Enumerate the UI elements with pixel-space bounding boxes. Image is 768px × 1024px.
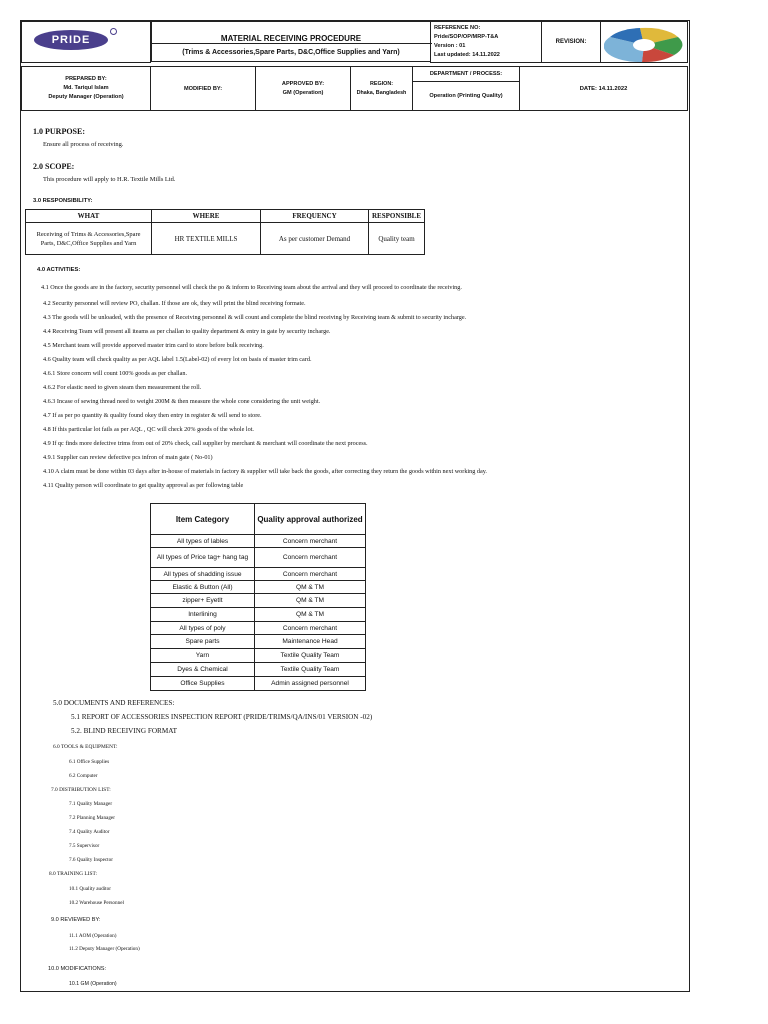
table-row: Yarn Textile Quality Team [151, 649, 366, 663]
reviewed-heading: 9.0 REVIEWED BY: [51, 917, 101, 923]
activity-item: 4.10 A claim must be done within 03 days after in-house of materials in factory & supplier will take back the goods, after correcting they return the goods within next working day. [43, 468, 487, 475]
activity-item: 4.3 The goods will be unloaded, with the presence of Receiving personnel & will count and complete the blind receiving by Receiving team & submit to security incharge. [43, 314, 467, 321]
list-item: 10.1 Quality auditor [69, 886, 111, 892]
modifications-heading: 10.0 MODIFICATIONS: [48, 966, 107, 972]
activities-heading: 4.0 ACTIVITIES: [37, 267, 81, 273]
responsibility-frequency: As per customer Demand [261, 223, 369, 255]
quality-approval-table [150, 503, 366, 691]
document-header [21, 21, 688, 63]
responsibility-where: HR TEXTILE MILLS [152, 223, 261, 255]
logo-cell [22, 22, 151, 63]
prepared-by-label: PREPARED BY: [65, 76, 107, 82]
activity-item: 4.4 Receiving Team will present all iteams as per challan to quality department & entry in gate by security incharge. [43, 328, 331, 335]
process-wheel-cell [601, 22, 688, 63]
activity-item: 4.9 If qc finds more defective trims from out of 20% check, call supplier by merchant & merchant will coordinate the next process. [43, 440, 368, 447]
approved-by-value: GM (Operation) [282, 89, 324, 96]
activity-item: 4.6.3 Incase of sewing thread need to weight 200M & then measure the whole cone considering the unit weight. [43, 398, 321, 405]
document-reference-item: 5.2. BLIND RECEIVING FORMAT [71, 727, 178, 735]
approved-by-cell [256, 67, 351, 111]
reference-cell [431, 22, 542, 63]
process-wheel-icon [604, 25, 684, 65]
list-item: 7.4 Quality Auditor [69, 829, 110, 835]
activity-item: 4.7 If as per po quantity & quality found okey then entry in register & will send to store. [43, 412, 262, 419]
activity-item: 4.11 Quality person will coordinate to get quality approval as per following table [43, 482, 244, 489]
document-title: MATERIAL RECEIVING PROCEDURE [152, 22, 431, 44]
table-row: zipper+ Eyetlt QM & TM [151, 594, 366, 608]
last-updated-text: Last updated: 14.11.2022 [434, 52, 500, 58]
tools-heading: 6.0 TOOLS & EQUIPMENT: [53, 744, 118, 750]
document-date: DATE: 14.11.2022 [520, 67, 688, 111]
responsibility-header-where: WHERE [152, 210, 261, 223]
list-item: 7.6 Quality Inspector [69, 857, 113, 863]
registered-mark-icon [110, 28, 117, 35]
activity-item: 4.6.1 Store concern will count 100% goods as per challan. [43, 370, 187, 377]
pride-logo: PRIDE [34, 30, 108, 50]
approval-header-authorized: Quality approval authorized [255, 504, 366, 535]
list-item: 7.1 Quality Manager [69, 801, 113, 807]
activity-item: 4.1 Once the goods are in the factory, security personnel will check the po & inform to Receiving team about the arrival and they will proceed to coordinate the receiving. [41, 284, 462, 291]
table-row: Interlining QM & TM [151, 608, 366, 622]
distribution-heading: 7.0 DISTRIBUTION LIST: [51, 787, 111, 793]
approval-header-category: Item Category [151, 504, 255, 535]
responsibility-what: Receiving of Trims & Accessories,Spare Parts, D&C,Office Supplies and Yarn [26, 223, 152, 255]
activity-item: 4.5 Merchant team will provide apporved master trim card to store before bulk receiving. [43, 342, 264, 349]
prepared-by-name: Md. Tariqul Islam [63, 85, 109, 91]
version-text: Version : 01 [434, 43, 466, 49]
responsibility-header-responsible: RESPONSIBLE [369, 210, 425, 223]
table-row: Elastic & Button (All) QM & TM [151, 581, 366, 594]
region-value: Dhaka, Bangladesh [356, 89, 407, 96]
table-row: Dyes & Chemical Textile Quality Team [151, 663, 366, 677]
list-item: 10.2 Warehouse Personnel [69, 900, 124, 906]
document-reference-item: 5.1 REPORT OF ACCESSORIES INSPECTION REPORT (PRIDE/TRIMS/QA/INS/01 VERSION -02) [71, 713, 373, 721]
region-label: REGION: [369, 80, 394, 87]
table-row: All types of shadding issue Concern merchant [151, 568, 366, 581]
activity-item: 4.6.2 For elastic need to given steam then measurement the roll. [43, 384, 202, 391]
table-row: All types of lables Concern merchant [151, 535, 366, 548]
scope-heading: 2.0 SCOPE: [33, 162, 75, 171]
responsibility-table [25, 209, 425, 255]
list-item: 11.1 AOM (Operation) [69, 933, 117, 939]
table-row: Office Supplies Admin assigned personnel [151, 677, 366, 691]
reference-number: Pride/SOP/OP/MRP-T&A [434, 34, 499, 40]
list-item: 10.1 GM (Operation) [69, 981, 117, 987]
prepared-by-title: Deputy Manager (Operation) [48, 94, 124, 100]
list-item: 7.5 Supervisor [69, 843, 100, 849]
responsibility-header-what: WHAT [26, 210, 152, 223]
responsibility-header-frequency: FREQUENCY [261, 210, 369, 223]
revision-label: REVISION: [542, 22, 601, 63]
table-row: All types of Price tag+ hang tag Concern merchant [151, 548, 366, 568]
document-header-meta [21, 66, 688, 111]
responsibility-responsible: Quality team [369, 223, 425, 255]
document-subtitle: (Trims & Accessories,Spare Parts, D&C,Office Supplies and Yarn) [152, 43, 431, 62]
table-row: Spare parts Maintenance Head [151, 635, 366, 649]
activity-item: 4.2 Security personnel will review PO, challan. If those are ok, they will print the blind receiving formate. [43, 300, 306, 307]
activity-item: 4.8 If this particular lot fails as per AQL , QC will check 20% goods of the whole lot. [43, 426, 254, 433]
activity-item: 4.6 Quality team will check quality as per AQL label 1.5(Label-02) of every lot on basis of master trim card. [43, 356, 312, 363]
activity-item: 4.9.1 Supplier can review defective pcs infron of main gate ( No-01) [43, 454, 213, 461]
training-heading: 8.0 TRAINING LIST: [49, 871, 97, 877]
reference-label: REFERENCE NO: [434, 25, 481, 31]
scope-text: This procedure will apply to H.R. Textile Mills Ltd. [43, 176, 176, 183]
prepared-by-cell [22, 67, 151, 111]
document-page [20, 20, 690, 992]
department-label: DEPARTMENT / PROCESS: [413, 67, 520, 82]
region-cell [351, 67, 413, 111]
department-value: Operation (Printing Quality) [413, 82, 520, 111]
documents-heading: 5.0 DOCUMENTS AND REFERENCES: [53, 699, 175, 707]
table-row: All types of poly Concern merchant [151, 622, 366, 635]
modified-by-label: MODIFIED BY: [151, 67, 256, 111]
purpose-text: Ensure all process of receiving. [43, 141, 124, 148]
list-item: 6.2 Computer [69, 773, 98, 779]
purpose-heading: 1.0 PURPOSE: [33, 127, 85, 136]
responsibility-heading: 3.0 RESPONSIBILITY: [33, 198, 93, 204]
approved-by-label: APPROVED BY: [281, 80, 325, 87]
list-item: 6.1 Office Supplies [69, 759, 110, 765]
list-item: 7.2 Planning Manager [69, 815, 115, 821]
list-item: 11.2 Deputy Manager (Operation) [69, 946, 140, 952]
